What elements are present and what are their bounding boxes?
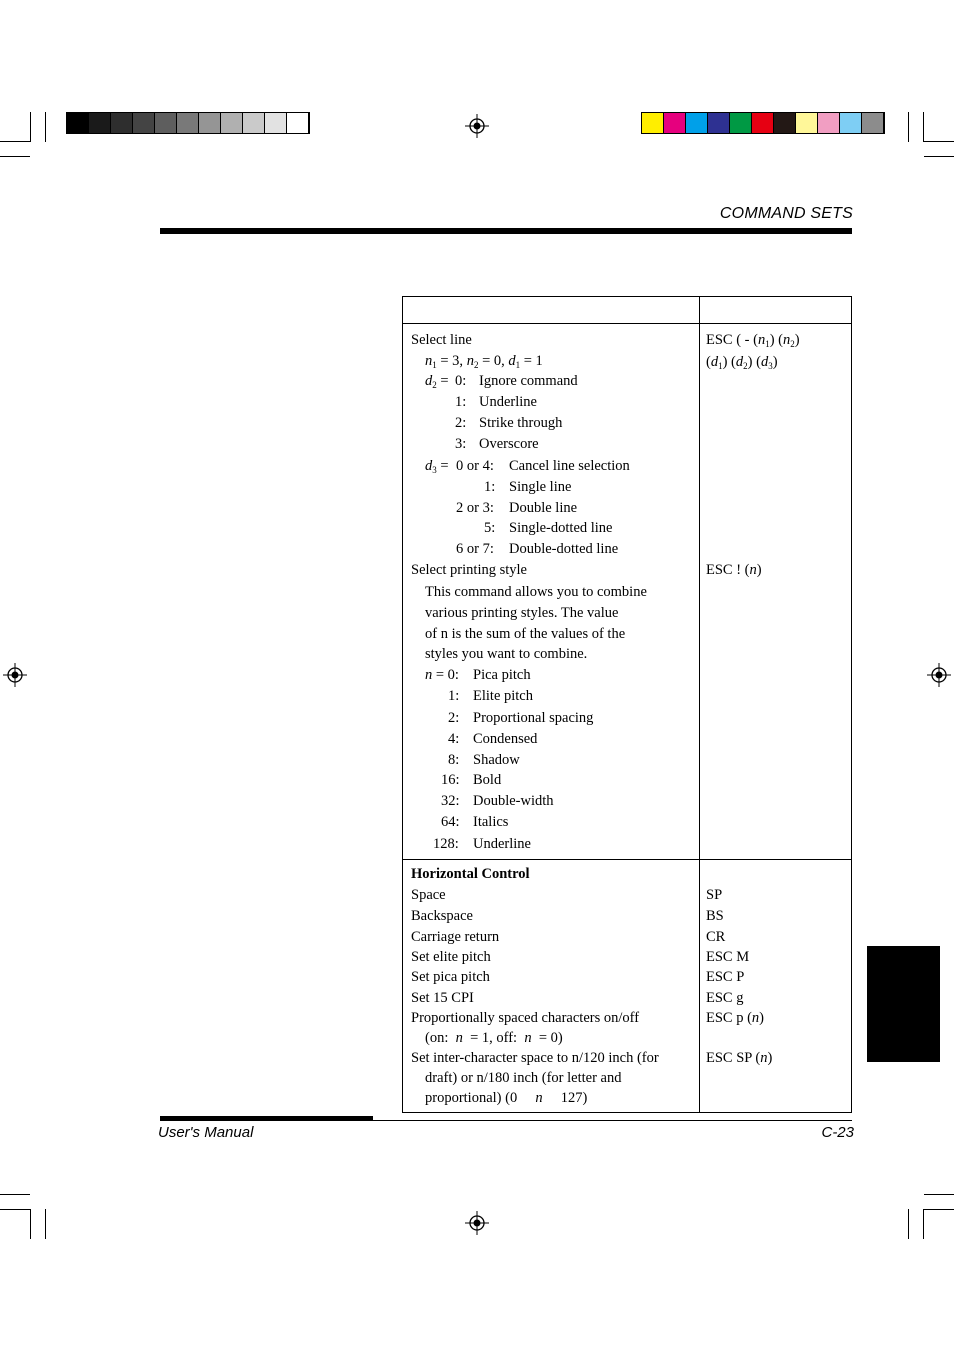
- crop-mark: [30, 1209, 31, 1239]
- d2-label-text: Ignore command: [479, 373, 578, 389]
- color-swatch: [177, 113, 199, 133]
- printing-style-code: ESC ! (n): [706, 562, 762, 578]
- style-label: Underline: [473, 836, 531, 852]
- d3-value: 5:: [484, 520, 496, 536]
- d3-value: 6 or 7:: [456, 541, 494, 557]
- function-cell: Space: [411, 887, 446, 903]
- d3-label-text: Single line: [509, 479, 572, 495]
- style-value: 2:: [448, 710, 460, 726]
- color-swatch: [686, 113, 708, 133]
- d3-label-text: Double line: [509, 500, 578, 516]
- crop-mark: [924, 1209, 954, 1210]
- horizontal-control-heading: Horizontal Control: [411, 866, 530, 882]
- d2-label-text: Strike through: [479, 415, 563, 431]
- section-header: COMMAND SETS: [719, 205, 853, 222]
- style-label: Shadow: [473, 752, 520, 768]
- d3-label-text: Single-dotted line: [509, 520, 613, 536]
- function-cell: Proportionally spaced characters on/off: [411, 1010, 640, 1026]
- footer-manual-title: User's Manual: [158, 1124, 254, 1141]
- d2-value: 2:: [455, 415, 467, 431]
- color-swatch: [862, 113, 884, 133]
- grayscale-bar: [66, 112, 310, 134]
- color-swatch: [730, 113, 752, 133]
- d2-label-text: Underline: [479, 394, 537, 410]
- code-cell: ESC p (n): [706, 1010, 765, 1026]
- function-cell: Set inter-character space to n/120 inch (for: [411, 1050, 659, 1066]
- select-line-code-cont: $(d_1)$ $(d_2)$ $(d_3)$: [706, 354, 778, 371]
- select-line-params: $n_1 = 3$, $n_2 = 0$, $d_1 = 1$: [425, 353, 543, 370]
- color-swatch: [664, 113, 686, 133]
- section-divider: [402, 859, 852, 860]
- d3-value: 0 or 4:: [456, 458, 494, 474]
- crop-mark: [0, 156, 30, 157]
- color-swatch: [642, 113, 664, 133]
- style-value: 16:: [441, 772, 460, 788]
- color-swatch: [67, 113, 89, 133]
- style-label: Proportional spacing: [473, 710, 594, 726]
- color-swatch: [840, 113, 862, 133]
- style-value: 8:: [448, 752, 460, 768]
- registration-mark-icon: [465, 1211, 489, 1235]
- printing-style-desc: This command allows you to combine: [425, 584, 647, 600]
- crop-mark: [924, 156, 954, 157]
- d2-label-text: Overscore: [479, 436, 539, 452]
- function-cell: Set pica pitch: [411, 969, 490, 985]
- function-cell-cont: proportional) (0 n 127): [425, 1090, 588, 1106]
- crop-mark: [924, 1194, 954, 1195]
- style-label: Bold: [473, 772, 502, 788]
- d3-value: 1:: [484, 479, 496, 495]
- registration-mark-icon: [3, 663, 27, 687]
- color-swatch: [111, 113, 133, 133]
- style-value: n = 0:: [425, 667, 459, 683]
- style-label: Italics: [473, 814, 509, 830]
- color-swatch: [155, 113, 177, 133]
- style-label: Double-width: [473, 793, 554, 809]
- crop-mark: [0, 1209, 30, 1210]
- crop-mark: [908, 112, 909, 142]
- function-cell-cont: draft) or n/180 inch (for letter and: [425, 1070, 622, 1086]
- style-value: 1:: [448, 688, 460, 704]
- registration-mark-icon: [465, 114, 489, 138]
- header-rule: [160, 228, 852, 234]
- color-swatch: [133, 113, 155, 133]
- d3-label: $d_3$ =: [425, 458, 449, 475]
- crop-mark: [924, 141, 954, 142]
- function-cell: Backspace: [411, 908, 473, 924]
- color-swatch: [243, 113, 265, 133]
- d3-label-text: Double-dotted line: [509, 541, 619, 557]
- printing-style-title: Select printing style: [411, 562, 527, 578]
- style-value: 64:: [441, 814, 460, 830]
- crop-mark: [45, 1209, 46, 1239]
- footer-rule: [160, 1116, 373, 1121]
- d2-label: $d_2$ =: [425, 373, 449, 390]
- crop-mark: [30, 112, 31, 142]
- color-swatch: [89, 113, 111, 133]
- column-divider: [699, 296, 700, 1113]
- color-swatch: [774, 113, 796, 133]
- color-swatch: [221, 113, 243, 133]
- style-value: 32:: [441, 793, 460, 809]
- color-swatch: [199, 113, 221, 133]
- chapter-tab: [867, 946, 940, 1062]
- style-value: 128:: [433, 836, 459, 852]
- code-cell: ESC M: [706, 949, 750, 965]
- code-cell: ESC P: [706, 969, 745, 985]
- d3-label-text: Cancel line selection: [509, 458, 630, 474]
- style-label: Condensed: [473, 731, 538, 747]
- d2-value: 3:: [455, 436, 467, 452]
- d2-value: 1:: [455, 394, 467, 410]
- crop-mark: [0, 1194, 30, 1195]
- select-line-title: Select line: [411, 332, 472, 348]
- color-swatch: [818, 113, 840, 133]
- d3-value: 2 or 3:: [456, 500, 494, 516]
- header-row-divider: [402, 323, 852, 324]
- function-cell: Carriage return: [411, 929, 500, 945]
- code-cell: ESC g: [706, 990, 744, 1006]
- crop-mark: [45, 112, 46, 142]
- function-cell-cont: (on: n = 1, off: n = 0): [425, 1030, 563, 1046]
- select-line-code: ESC ( - $(n_1)$ $(n_2)$: [706, 332, 800, 349]
- code-cell: ESC SP (n): [706, 1050, 773, 1066]
- printing-style-desc: styles you want to combine.: [425, 646, 588, 662]
- printing-style-desc: various printing styles. The value: [425, 605, 619, 621]
- function-cell: Set 15 CPI: [411, 990, 474, 1006]
- color-swatch: [752, 113, 774, 133]
- style-label: Elite pitch: [473, 688, 533, 704]
- color-bar: [641, 112, 885, 134]
- footer-rule-thin: [373, 1120, 852, 1121]
- function-cell: Set elite pitch: [411, 949, 491, 965]
- style-label: Pica pitch: [473, 667, 531, 683]
- crop-mark: [0, 141, 30, 142]
- crop-mark: [923, 112, 924, 142]
- crop-mark: [923, 1209, 924, 1239]
- registration-mark-icon: [927, 663, 951, 687]
- printing-style-desc: of n is the sum of the values of the: [425, 626, 626, 642]
- color-swatch: [796, 113, 818, 133]
- style-value: 4:: [448, 731, 460, 747]
- color-swatch: [708, 113, 730, 133]
- code-cell: BS: [706, 908, 724, 924]
- page-number: C-23: [821, 1124, 854, 1141]
- crop-mark: [908, 1209, 909, 1239]
- code-cell: CR: [706, 929, 726, 945]
- color-swatch: [287, 113, 309, 133]
- code-cell: SP: [706, 887, 723, 903]
- color-swatch: [265, 113, 287, 133]
- d2-value: 0:: [455, 373, 467, 389]
